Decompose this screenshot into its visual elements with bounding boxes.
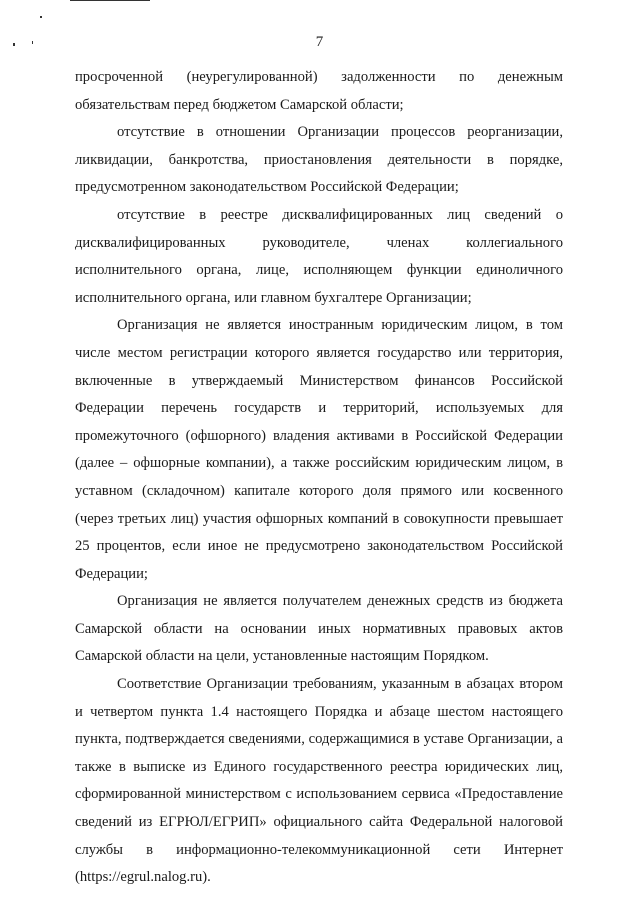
paragraph: просроченной (неурегулированной) задолженности по денежным обязательствам перед бюджетом Самарской области; [75, 69, 563, 113]
paragraph: Соответствие Организации требованиям, указанным в абзацах втором и четвертом пункта 1.4 настоящего Порядка и абзаце шестом настоящего пункта, подтверждается сведениями, содержащимися в уставе Организации, а также в выписке из Единого государственного реестра юридических лиц, сформированной министерством с использованием сервиса «Предоставление сведений из ЕГРЮЛ/ЕГРИП» официального сайта Федеральной налоговой службы в информационно-телекоммуникационной сети Интернет (https://egrul.nalog.ru). [75, 676, 563, 886]
scan-artifact-dot [40, 16, 42, 18]
document-body [75, 64, 563, 892]
paragraph: Организация не является получателем денежных средств из бюджета Самарской области на основании иных нормативных правовых актов Самарской области на цели, установленные настоящим Порядком. [75, 593, 563, 665]
scan-artifact-line [70, 0, 150, 1]
paragraph: Организация не является иностранным юридическим лицом, в том числе местом регистрации которого является государство или территория, включенные в утверждаемый Министерством финансов Российской Федерации перечень государств и территорий, используемых для промежуточного (офшорного) владения активами в Российской Федерации (далее – офшорные компании), а также российским юридическим лицом, в уставном (складочном) капитале которого доля прямого или косвенного (через третьих лиц) участия офшорных компаний в совокупности превышает 25 процентов, если иное не предусмотрено законодательством Российской Федерации; [75, 317, 563, 582]
page-number: 7 [315, 34, 324, 50]
paragraph: отсутствие в реестре дисквалифицированных лиц сведений о дисквалифицированных руководителе, членах коллегиального исполнительного органа, лице, исполняющем функции единоличного исполнительного органа, или главном бухгалтере Организации; [75, 206, 563, 306]
paragraph: отсутствие в отношении Организации процессов реорганизации, ликвидации, банкротства, приостановления деятельности в порядке, предусмотренном законодательством Российской Федерации; [75, 124, 563, 196]
